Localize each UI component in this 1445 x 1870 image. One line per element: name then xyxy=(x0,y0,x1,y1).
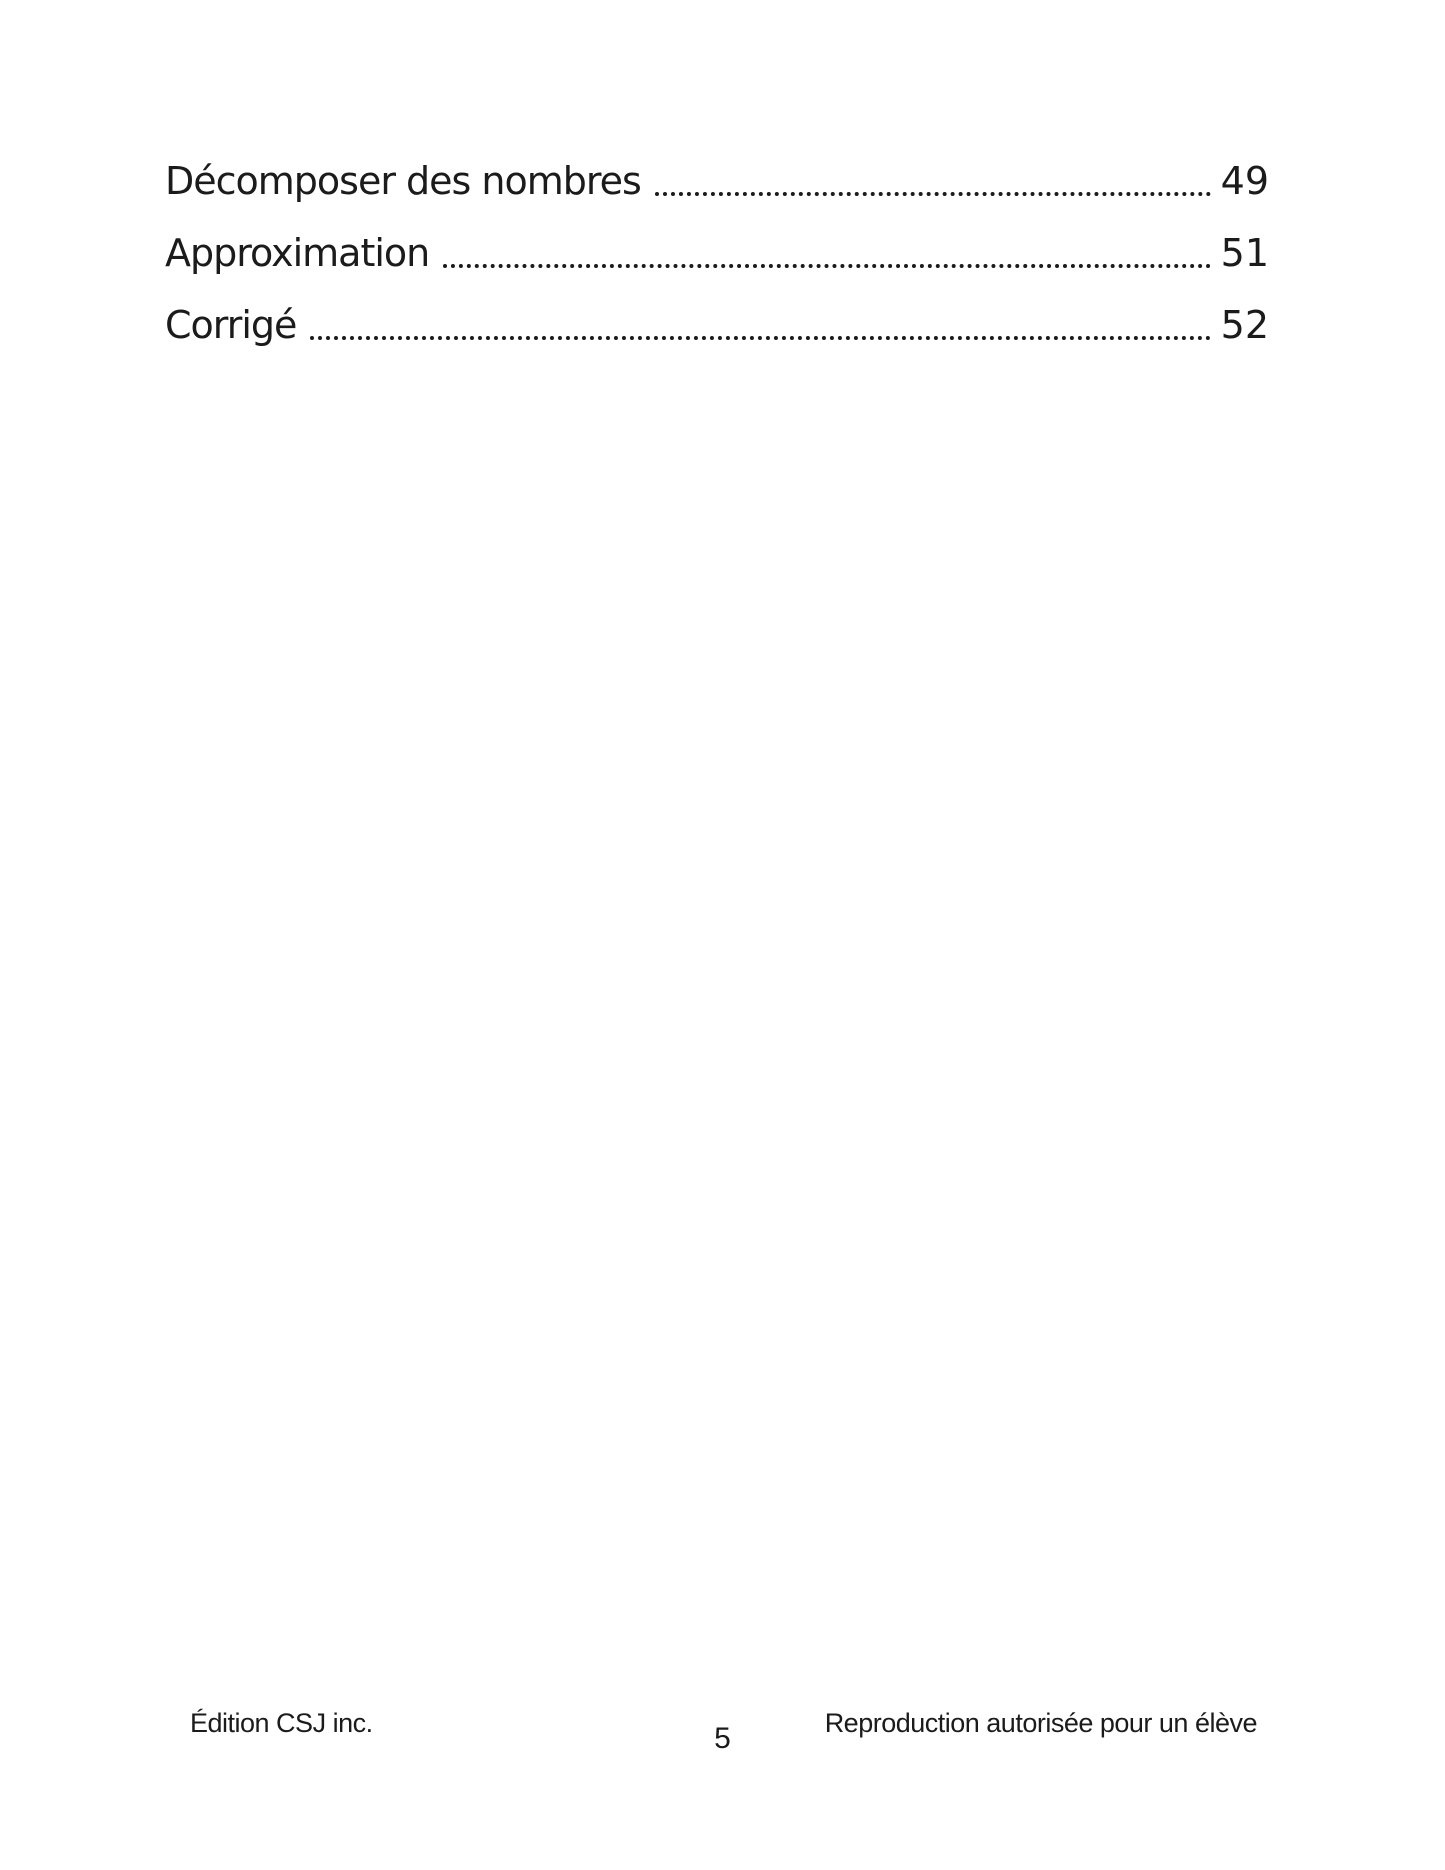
toc-row xyxy=(165,230,1269,276)
table-of-contents xyxy=(165,158,1269,374)
toc-entry-page-number: 49 xyxy=(1220,159,1269,204)
toc-row xyxy=(165,302,1269,348)
dot-leader xyxy=(443,264,1210,268)
footer-page-number: 5 xyxy=(714,1722,731,1755)
footer-publisher-text: Édition CSJ inc. xyxy=(190,1708,373,1738)
dot-leader xyxy=(655,192,1211,196)
toc-entry-page-number: 51 xyxy=(1220,231,1269,276)
dot-leader xyxy=(310,336,1210,340)
footer-copyright-text: Reproduction autorisée pour un élève xyxy=(824,1708,1257,1738)
toc-entry-label: Approximation xyxy=(165,231,430,276)
toc-entry-page-number: 52 xyxy=(1220,303,1269,348)
toc-entry-label: Décomposer des nombres xyxy=(165,159,641,204)
toc-entry-label: Corrigé xyxy=(165,303,297,348)
toc-row xyxy=(165,158,1269,204)
